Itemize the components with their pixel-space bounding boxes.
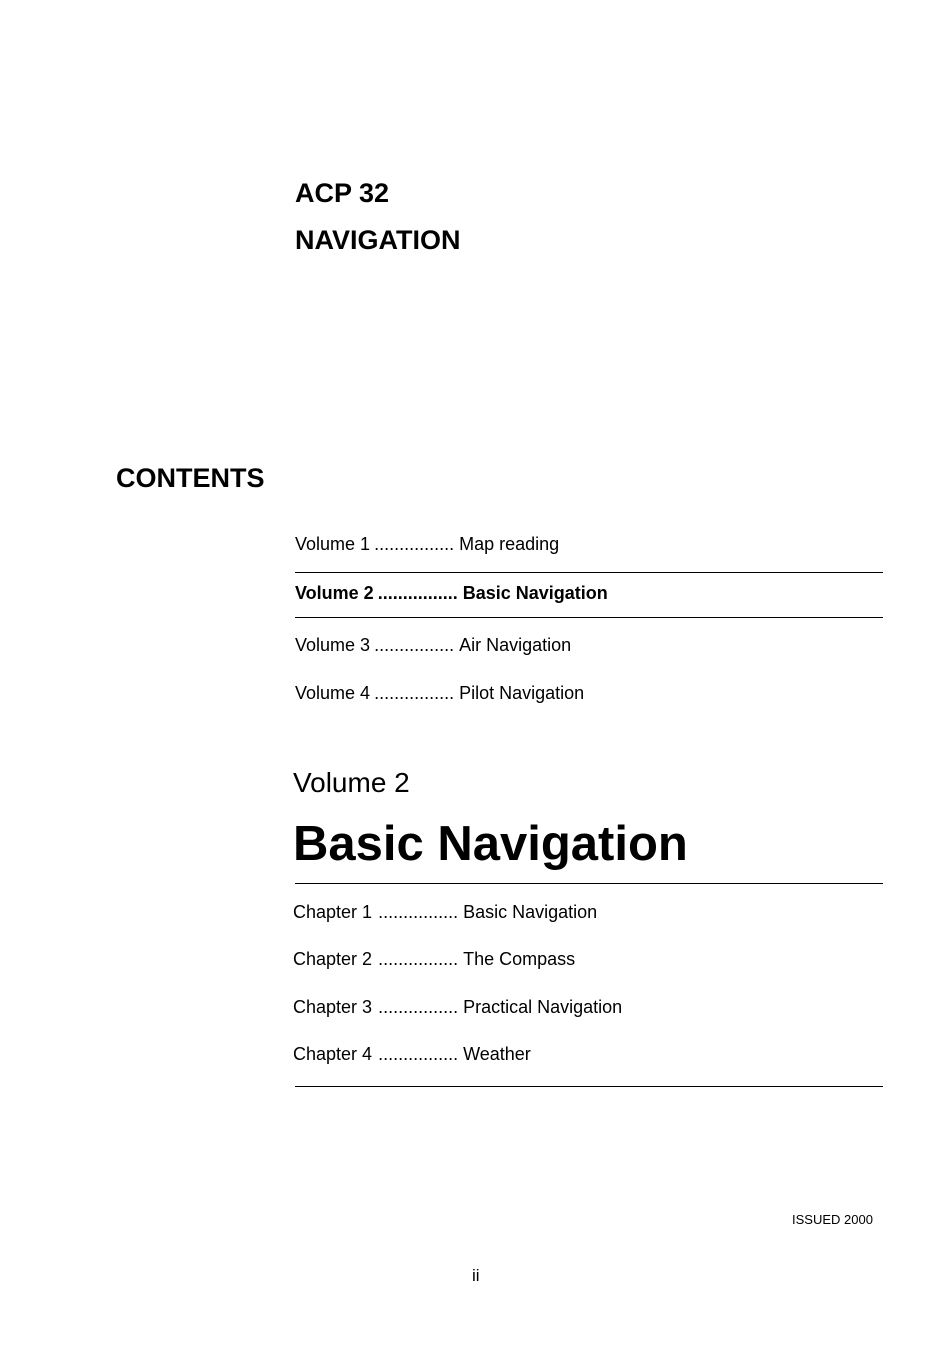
chapter-number: Chapter 1: [293, 902, 373, 922]
chapter-number: Chapter 3: [293, 997, 373, 1017]
chapter-title: The Compass: [463, 949, 576, 969]
chapter-title: Weather: [463, 1044, 531, 1064]
dot-leader: ................: [374, 635, 455, 655]
volume-title-heading: Basic Navigation: [293, 817, 688, 871]
highlight-rule-top: [295, 572, 883, 573]
volume-title: Air Navigation: [459, 635, 572, 655]
document-title: NAVIGATION: [295, 225, 461, 255]
chapter-number: Chapter 2: [293, 949, 373, 969]
chapter-entry-4: [293, 1045, 531, 1063]
chapter-entry-2: [293, 950, 575, 968]
volume-title: Map reading: [459, 534, 560, 554]
page-number: ii: [472, 1266, 480, 1285]
contents-entry-volume-4: [295, 684, 584, 702]
contents-entry-volume-3: [295, 636, 571, 654]
dot-leader: ................: [377, 583, 458, 603]
dot-leader: ................: [374, 534, 455, 554]
contents-heading: CONTENTS: [116, 463, 265, 493]
contents-entry-volume-2: [295, 584, 608, 602]
volume-label: Volume 2: [293, 767, 410, 798]
volume-title: Pilot Navigation: [459, 683, 585, 703]
dot-leader: ................: [374, 683, 455, 703]
chapter-title: Practical Navigation: [463, 997, 623, 1017]
dot-leader: ................: [378, 949, 459, 969]
issued-date: ISSUED 2000: [792, 1212, 873, 1227]
dot-leader: ................: [378, 902, 459, 922]
volume-number: Volume 3: [295, 635, 371, 655]
dot-leader: ................: [378, 997, 459, 1017]
chapter-list-rule-top: [295, 883, 883, 884]
volume-number: Volume 1: [295, 534, 371, 554]
volume-number: Volume 2: [295, 583, 374, 603]
volume-number: Volume 4: [295, 683, 371, 703]
chapter-title: Basic Navigation: [463, 902, 598, 922]
highlight-rule-bottom: [295, 617, 883, 618]
chapter-entry-3: [293, 998, 622, 1016]
dot-leader: ................: [378, 1044, 459, 1064]
chapter-list-rule-bottom: [295, 1086, 883, 1087]
chapter-number: Chapter 4: [293, 1044, 373, 1064]
document-code: ACP 32: [295, 178, 390, 208]
volume-title: Basic Navigation: [462, 583, 608, 603]
chapter-entry-1: [293, 903, 597, 921]
contents-entry-volume-1: [295, 535, 559, 553]
